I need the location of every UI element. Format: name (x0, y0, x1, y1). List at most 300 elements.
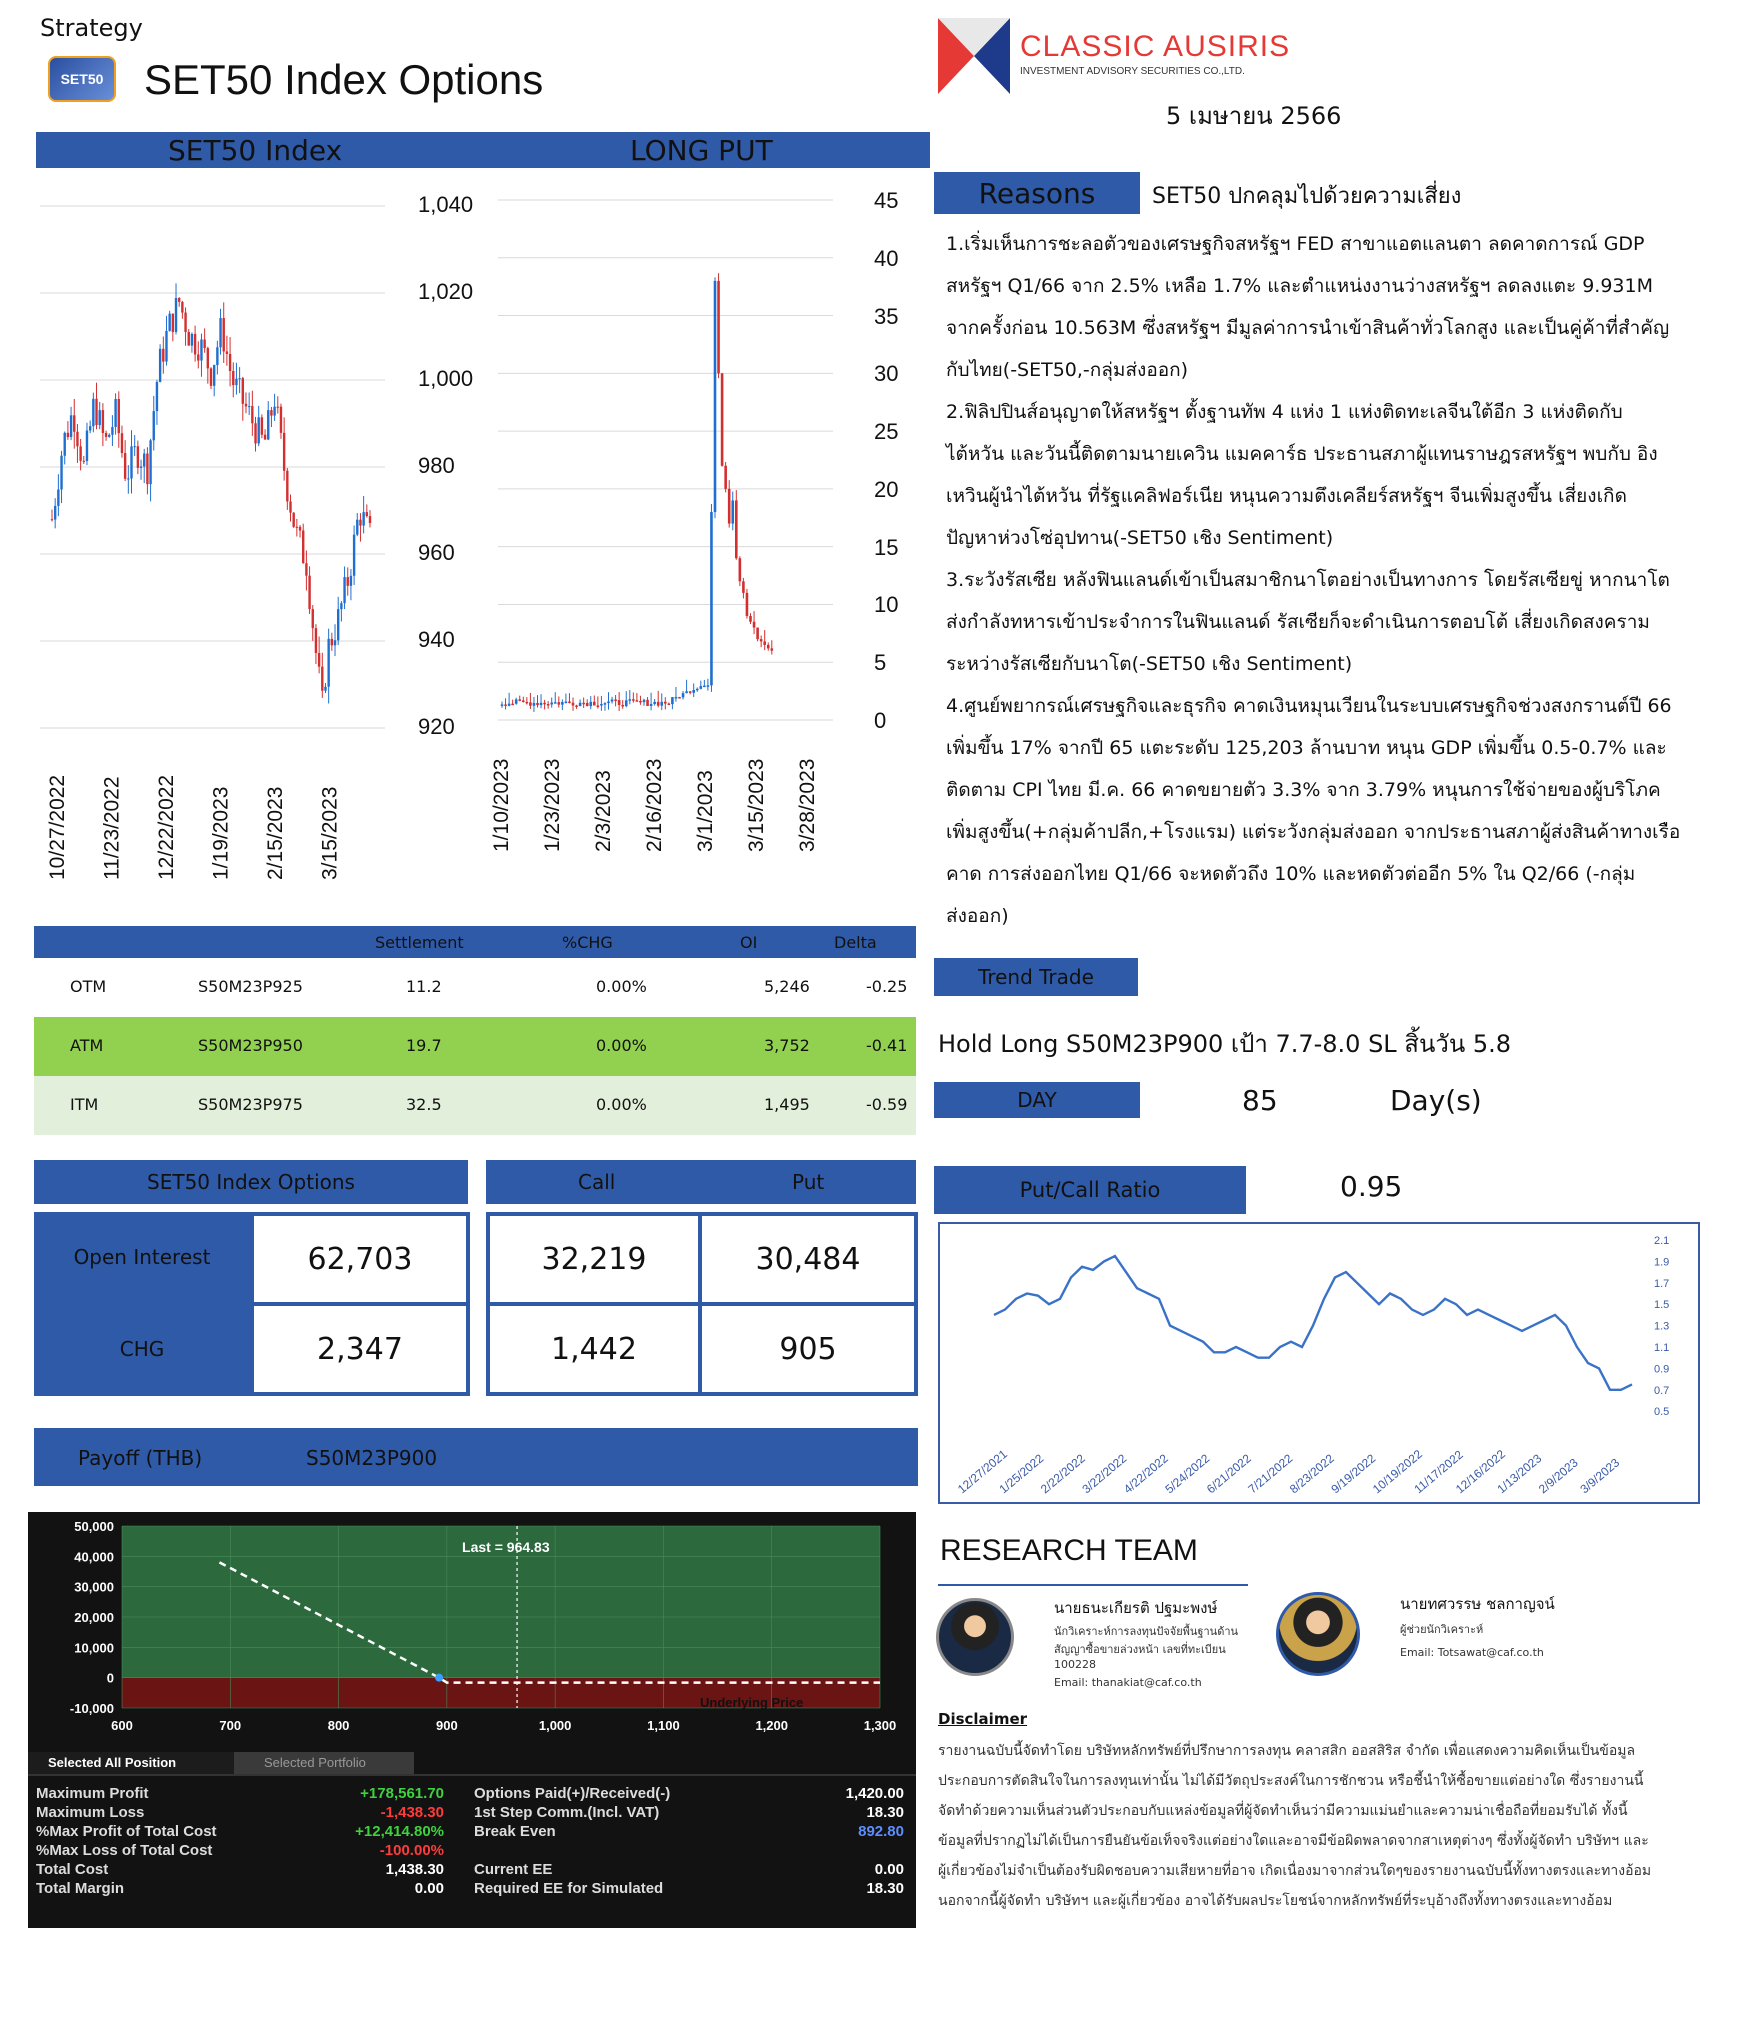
reason-line: สหรัฐฯ Q1/66 จาก 2.5% เหลือ 1.7% และตำแหน่งงานว่างสหรัฐฯ ลดลงแตะ 9.931M (946, 275, 1653, 297)
candle (213, 365, 215, 386)
candle (597, 705, 600, 707)
candle (618, 700, 621, 705)
stat-value: 1,438.30 (385, 1861, 444, 1878)
stats-row (30, 1822, 910, 1841)
break-even-point (435, 1674, 443, 1682)
candle (639, 701, 642, 703)
candle (575, 705, 578, 707)
y-tick-label: 30,000 (74, 1579, 114, 1595)
y-tick-label: 1.1 (1654, 1342, 1670, 1354)
day-bar (934, 1082, 1140, 1118)
candle (273, 407, 275, 416)
stat-value: -1,438.30 (380, 1804, 444, 1821)
stat-label: %Max Loss of Total Cost (36, 1842, 213, 1859)
candle (671, 697, 674, 704)
reason-line: 4.ศูนย์พยากรณ์เศรษฐกิจและธุรกิจ คาดเงินหมุนเวียนในระบบเศรษฐกิจช่วงสงกรานต์ปี 66 (946, 695, 1672, 717)
candle (501, 704, 504, 706)
candle (749, 616, 752, 622)
x-tick-label: 2/3/2023 (592, 770, 615, 852)
oi-put-value: 30,484 (702, 1216, 914, 1302)
stat-label: %Max Profit of Total Cost (36, 1823, 217, 1840)
x-tick-label: 1/13/2023 (1494, 1451, 1545, 1497)
reasons-body (946, 223, 1736, 937)
candle (614, 699, 617, 701)
disclaimer-line: นอกจากนี้ผู้จัดทำ บริษัทฯ และผู้เกี่ยวข้อง อาจได้รับผลประโยชน์จากหลักทรัพย์ที่ระบุอ้างถึงทั้งทางตรงและทางอ้อม (938, 1893, 1613, 1909)
reason-line: ติดตาม CPI ไทย มี.ค. 66 คาดขยายตัว 3.3% จาก 3.79% หนุนการใช้จ่ายของผู้บริโภค (946, 779, 1661, 801)
x-tick-label: 2/9/2023 (1535, 1455, 1581, 1497)
table-cell: ATM (70, 1036, 104, 1055)
candle (731, 500, 734, 523)
candle (611, 699, 614, 701)
reason-line: ส่งกำลังทหารเข้าประจำการในฟินแลนด์ รัสเซียก็จะดำเนินการตอบโต้ เสี่ยงเกิดสงคราม (946, 611, 1650, 633)
person1-email[interactable]: Email: thanakiat@caf.co.th (1054, 1676, 1202, 1689)
payoff-stats-table (30, 1784, 910, 1898)
candle (114, 399, 116, 427)
y-tick-label: 20,000 (74, 1610, 114, 1625)
stat-value (710, 1841, 910, 1860)
candle (327, 639, 329, 687)
candle (337, 609, 339, 640)
candle (79, 446, 81, 461)
candle (359, 520, 361, 526)
candle (547, 704, 550, 706)
stat-value: +178,561.70 (360, 1785, 444, 1802)
candle (536, 703, 539, 705)
candle (226, 351, 228, 353)
candle (207, 348, 209, 368)
disclaimer-title: Disclaimer (938, 1710, 1028, 1728)
research-underline (938, 1584, 1248, 1586)
candle (245, 404, 247, 407)
x-tick-label: 800 (327, 1718, 350, 1733)
table-row (34, 1076, 916, 1135)
candle (102, 410, 104, 433)
candle (127, 478, 129, 479)
candle (261, 417, 263, 434)
put-y-axis (868, 188, 928, 733)
call-label: Call (578, 1170, 616, 1194)
candle (646, 700, 649, 706)
x-tick-label: 4/22/2022 (1120, 1451, 1171, 1497)
y-tick-label: 1,020 (418, 279, 474, 304)
candle (223, 318, 225, 351)
stat-label: Options Paid(+)/Received(-) (474, 1785, 671, 1802)
candle (76, 432, 78, 447)
reason-line: เพิ่มสูงขึ้น(+กลุ่มค้าปลีก,+โรงแรม) แต่ระวังกลุ่มส่งออก จากประธานสภาผู้ส่งสินค้าทางเรือ (946, 821, 1681, 843)
y-tick-label: 35 (874, 303, 899, 329)
candle (540, 703, 543, 705)
y-tick-label: 40 (874, 245, 899, 271)
candle (721, 373, 724, 465)
y-tick-label: 10 (874, 592, 899, 618)
candle (771, 648, 774, 650)
candle (522, 700, 525, 702)
table-cell: 0.00% (596, 1036, 647, 1055)
candle (511, 704, 514, 706)
stat-value: 892.80 (858, 1823, 904, 1840)
reason-line: กับไทย(-SET50,-กลุ่มส่งออก) (946, 359, 1189, 381)
candle (168, 314, 170, 331)
x-tick-label: 9/19/2022 (1328, 1451, 1379, 1497)
candle (689, 691, 692, 693)
candle (543, 703, 546, 705)
table-cell: -0.59 (866, 1095, 908, 1114)
x-tick-label: 8/23/2022 (1286, 1451, 1337, 1497)
candle (277, 407, 279, 408)
candle (118, 399, 120, 433)
candle (518, 699, 521, 701)
x-tick-label: 3/28/2023 (796, 758, 819, 852)
stat-value: 1,420.00 (845, 1785, 904, 1802)
candle (710, 512, 713, 685)
options-table-header (34, 926, 916, 958)
candle (54, 506, 56, 520)
col-oi: OI (740, 933, 758, 952)
payoff-panel (28, 1512, 916, 1928)
stat-label: Total Cost (36, 1861, 109, 1878)
y-tick-label: 0 (874, 708, 887, 733)
candle (248, 406, 250, 407)
candle (700, 686, 703, 689)
candle (675, 697, 678, 699)
y-tick-label: 5 (874, 650, 887, 676)
candle (742, 581, 745, 593)
candle (561, 702, 564, 705)
x-tick-label: 700 (219, 1718, 242, 1733)
candle (600, 704, 603, 706)
candle (175, 298, 177, 332)
candle (153, 411, 155, 440)
y-tick-label: 980 (418, 453, 455, 478)
y-tick-label: 0.5 (1654, 1406, 1670, 1419)
person1-name: นายธนะเกียรติ ปฐมะพงษ์ (1054, 1599, 1218, 1617)
candle (324, 687, 326, 691)
reasons-headline: SET50 ปกคลุมไปด้วยความเสี่ยง (1152, 184, 1462, 209)
disclaimer-line: จัดทำด้วยความเห็นส่วนตัวประกอบกับแหล่งข้อมูลที่ผู้จัดทำเห็นว่ามีความแม่นยำและความน่าเชื่อถือที่ยอมรับได้ ทั้งนี้ (938, 1803, 1628, 1819)
candle (529, 702, 532, 705)
x-tick-label: 1,100 (647, 1718, 680, 1733)
candle (70, 415, 72, 437)
x-tick-label: 3/15/2023 (318, 786, 342, 880)
candle (579, 703, 582, 706)
candle (724, 466, 727, 489)
candle (717, 281, 720, 373)
stats-row (30, 1860, 910, 1879)
candle (739, 558, 742, 581)
person1-role1: นักวิเคราะห์การลงทุนปัจจัยพื้นฐานด้าน (1054, 1625, 1239, 1638)
logo-badge-text: SET50 (60, 71, 104, 87)
y-tick-label: 0 (106, 1670, 114, 1686)
candle (315, 628, 317, 653)
candle (550, 703, 553, 705)
candle (283, 433, 285, 471)
candle (685, 691, 688, 693)
y-tick-label: -10,000 (69, 1701, 114, 1716)
candle (156, 382, 158, 411)
candle (149, 440, 151, 484)
x-tick-label: 11/23/2022 (100, 776, 124, 880)
reason-line: ระหว่างรัสเซียกับนาโต(-SET50 เชิง Sentiment) (946, 653, 1353, 675)
disclaimer-line: ประกอบการตัดสินใจในการลงทุนเท่านั้น ไม่ได้มีวัตถุประสงค์ในการชักชวน หรือชี้นำให้ซื้อขายแต่อย่างใด ซึ่งรายงานนี้ (938, 1773, 1644, 1789)
stat-label: Current EE (474, 1861, 553, 1878)
table-cell: 11.2 (406, 977, 442, 996)
table-cell: -0.25 (866, 977, 908, 996)
stat-value: 0.00 (874, 1861, 904, 1878)
col-delta: Delta (834, 933, 877, 952)
underlying-label: Underlying Price (700, 1695, 804, 1710)
table-cell: S50M23P925 (198, 977, 303, 996)
candle (299, 527, 301, 531)
reason-line: เพิ่มขึ้น 17% จากปี 65 แตะระดับ 125,203 ล้านบาท หนุน GDP เพิ่มขึ้น 0.5-0.7% และ (946, 737, 1667, 759)
person2-email[interactable]: Email: Totsawat@caf.co.th (1400, 1646, 1544, 1659)
candle (251, 406, 253, 423)
reasons-bar (934, 172, 1140, 214)
y-tick-label: 1,000 (418, 366, 474, 391)
stat-value: -100.00% (379, 1842, 444, 1859)
payoff-series: S50M23P900 (306, 1446, 438, 1470)
candle (203, 339, 205, 348)
candle (267, 410, 269, 439)
candle (188, 332, 190, 346)
candle (632, 699, 635, 701)
candle (767, 645, 770, 648)
avatar (1276, 1592, 1360, 1676)
candle (657, 702, 660, 706)
candle (318, 653, 320, 667)
candle (746, 593, 749, 616)
oi-left-grid (34, 1212, 470, 1396)
table-cell: S50M23P975 (198, 1095, 303, 1114)
candle (64, 433, 66, 456)
candle (216, 347, 218, 365)
candle (763, 641, 766, 644)
set50-y-axis (410, 190, 490, 739)
candle (533, 703, 536, 706)
y-tick-label: 960 (418, 540, 455, 565)
candle (650, 704, 653, 706)
company-sub: INVESTMENT ADVISORY SECURITIES CO.,LTD. (1020, 66, 1245, 77)
candle (621, 705, 624, 707)
chg-call-value: 1,442 (490, 1306, 698, 1392)
x-tick-label: 12/27/2021 (954, 1446, 1010, 1497)
table-cell: 1,495 (764, 1095, 810, 1114)
candle (308, 576, 310, 609)
stats-row (30, 1879, 910, 1898)
pcr-label: Put/Call Ratio (1019, 1178, 1161, 1202)
stat-label: 1st Step Comm.(Incl. VAT) (474, 1804, 660, 1821)
reason-line: ไต้หวัน และวันนี้ติดตามนายเควิน แมคคาร์ธ ประธานสภาผู้แทนราษฎรสหรัฐฯ พบกับ อิง (946, 443, 1658, 465)
x-tick-label: 1,200 (755, 1718, 788, 1733)
table-cell: 5,246 (764, 977, 810, 996)
candle (60, 456, 62, 490)
candle (296, 527, 298, 528)
candle (366, 512, 368, 516)
candle (589, 702, 592, 706)
call-put-bar (486, 1160, 916, 1204)
candle (108, 435, 110, 437)
reason-line: 2.ฟิลิปปินส์อนุญาตให้สหรัฐฯ ตั้งฐานทัพ 4 แห่ง 1 แห่งติดทะเลจีนใต้อีก 3 แห่งติดกับ (946, 401, 1623, 423)
candle (347, 577, 349, 586)
candle (707, 685, 710, 687)
stat-value: 0.00 (414, 1880, 444, 1897)
reason-line: เหวินผู้นำไต้หวัน ที่รัฐแคลิฟอร์เนีย หนุนความตึงเคลียร์สหรัฐฯ จีนเพิ่มสูงขึ้น เสี่ยงเกิด (946, 485, 1627, 507)
x-tick-label: 3/15/2023 (745, 758, 768, 852)
x-tick-label: 12/16/2022 (1452, 1446, 1508, 1497)
y-tick-label: 15 (874, 534, 899, 560)
open-interest-label: Open Interest (34, 1212, 250, 1302)
payoff-chart (28, 1512, 916, 1742)
x-tick-label: 1/10/2023 (490, 758, 513, 852)
candle (162, 349, 164, 362)
candle (565, 702, 568, 704)
oi-total-value: 62,703 (254, 1216, 466, 1302)
page-title: SET50 Index Options (144, 56, 544, 103)
stat-value: 18.30 (866, 1880, 904, 1897)
candle (664, 702, 667, 704)
y-tick-label: 2.1 (1654, 1235, 1670, 1247)
candle (504, 704, 507, 706)
candle (124, 453, 126, 479)
table-cell: -0.41 (866, 1036, 908, 1055)
y-tick-label: 0.7 (1654, 1384, 1670, 1397)
candle (682, 693, 685, 697)
stat-label (450, 1841, 710, 1860)
table-cell: 0.00% (596, 1095, 647, 1114)
candle (568, 702, 571, 704)
tab-selected-portfolio[interactable]: Selected Portfolio (234, 1752, 414, 1774)
long-put-candle-chart (488, 190, 848, 890)
pcr-chart-frame (938, 1222, 1700, 1504)
candle (340, 603, 342, 609)
long-put-title: LONG PUT (630, 134, 773, 167)
table-row (34, 958, 916, 1017)
candle (286, 471, 288, 502)
pcr-bar (934, 1166, 1246, 1214)
pcr-chart (940, 1224, 1698, 1502)
col-chg: %CHG (562, 933, 613, 952)
candle (242, 378, 244, 404)
x-tick-label: 5/24/2022 (1162, 1451, 1213, 1497)
candle (696, 689, 699, 691)
col-settlement: Settlement (375, 933, 464, 952)
candle (554, 702, 557, 704)
candle (289, 501, 291, 512)
disclaimer-line: ข้อมูลที่ปรากฏไม่ได้เป็นการยืนยันข้อเท็จจริงแต่อย่างใดและอาจมีข้อผิดพลาดจากสาเหตุต่างๆ ซึ่งทั้งผู้จัดทำ บริษัทฯ และ (938, 1833, 1649, 1849)
table-cell: 0.00% (596, 977, 647, 996)
candle (586, 703, 589, 706)
candle (105, 433, 107, 437)
candle (178, 298, 180, 302)
candle (558, 702, 561, 704)
table-cell: 3,752 (764, 1036, 810, 1055)
stat-label: Required EE for Simulated (474, 1880, 664, 1897)
oi-right-grid (486, 1212, 918, 1396)
candle (728, 489, 731, 524)
candle (159, 349, 161, 382)
table-cell: OTM (70, 977, 107, 996)
oi-call-value: 32,219 (490, 1216, 698, 1302)
candle (362, 512, 364, 525)
candle (350, 576, 352, 586)
candle (593, 702, 596, 706)
oi-title-bar (34, 1160, 468, 1204)
x-tick-label: 7/21/2022 (1245, 1451, 1296, 1497)
candle (73, 415, 75, 431)
candle (133, 446, 135, 447)
y-tick-label: 30 (874, 361, 899, 387)
y-tick-label: 0.9 (1654, 1363, 1670, 1376)
pcr-line (994, 1256, 1632, 1390)
stat-label: Total Margin (36, 1880, 125, 1897)
candle (312, 609, 314, 628)
candle (660, 702, 663, 706)
x-tick-label: 2/16/2023 (643, 758, 666, 852)
chg-total-value: 2,347 (254, 1306, 466, 1392)
x-tick-label: 10/27/2022 (46, 774, 69, 880)
candle (756, 628, 759, 640)
candle (210, 368, 212, 385)
candle (735, 500, 738, 558)
x-tick-label: 10/19/2022 (1369, 1446, 1425, 1497)
candle (343, 577, 345, 603)
candle (83, 461, 85, 462)
put-label: Put (792, 1170, 825, 1194)
reason-line: คาด การส่งออกไทย Q1/66 จะหดตัวถึง 10% และหดตัวต่ออีก 5% ใน Q2/66 (-กลุ่ม (946, 863, 1636, 885)
candle (280, 407, 282, 433)
candle (57, 489, 59, 505)
candle (625, 700, 628, 706)
y-tick-label: 25 (874, 419, 899, 445)
candle (643, 700, 646, 702)
candle (515, 699, 518, 703)
y-tick-label: 40,000 (74, 1549, 114, 1565)
x-tick-label: 6/21/2022 (1203, 1451, 1254, 1497)
stat-value: 18.30 (866, 1804, 904, 1821)
candle (194, 334, 196, 355)
candle (95, 399, 97, 425)
tab-selected-all-position[interactable]: Selected All Position (28, 1752, 234, 1774)
stats-row (30, 1803, 910, 1822)
candle (526, 702, 529, 704)
candle (121, 433, 123, 453)
y-tick-label: 920 (418, 714, 455, 739)
set50-index-title: SET50 Index (168, 134, 343, 167)
y-tick-label: 10,000 (74, 1640, 114, 1656)
candle (229, 354, 231, 371)
candle (235, 379, 237, 385)
candle (356, 520, 358, 535)
y-tick-label: 50,000 (74, 1519, 114, 1534)
candle (146, 454, 148, 485)
y-tick-label: 45 (874, 188, 899, 213)
candle (305, 563, 307, 575)
candle (582, 703, 585, 705)
strategy-label: Strategy (40, 14, 143, 42)
candle (714, 281, 717, 512)
candle (753, 622, 756, 628)
person1-role3: 100228 (1054, 1658, 1096, 1671)
stat-label: Break Even (474, 1823, 556, 1840)
candle (629, 699, 632, 701)
stats-row (30, 1784, 910, 1803)
x-tick-label: 3/1/2023 (694, 770, 717, 852)
candle (292, 513, 294, 527)
y-tick-label: 1,040 (418, 192, 474, 217)
candle (111, 427, 113, 435)
x-tick-label: 900 (436, 1718, 458, 1733)
candle (692, 690, 695, 693)
payoff-bar (34, 1428, 918, 1486)
